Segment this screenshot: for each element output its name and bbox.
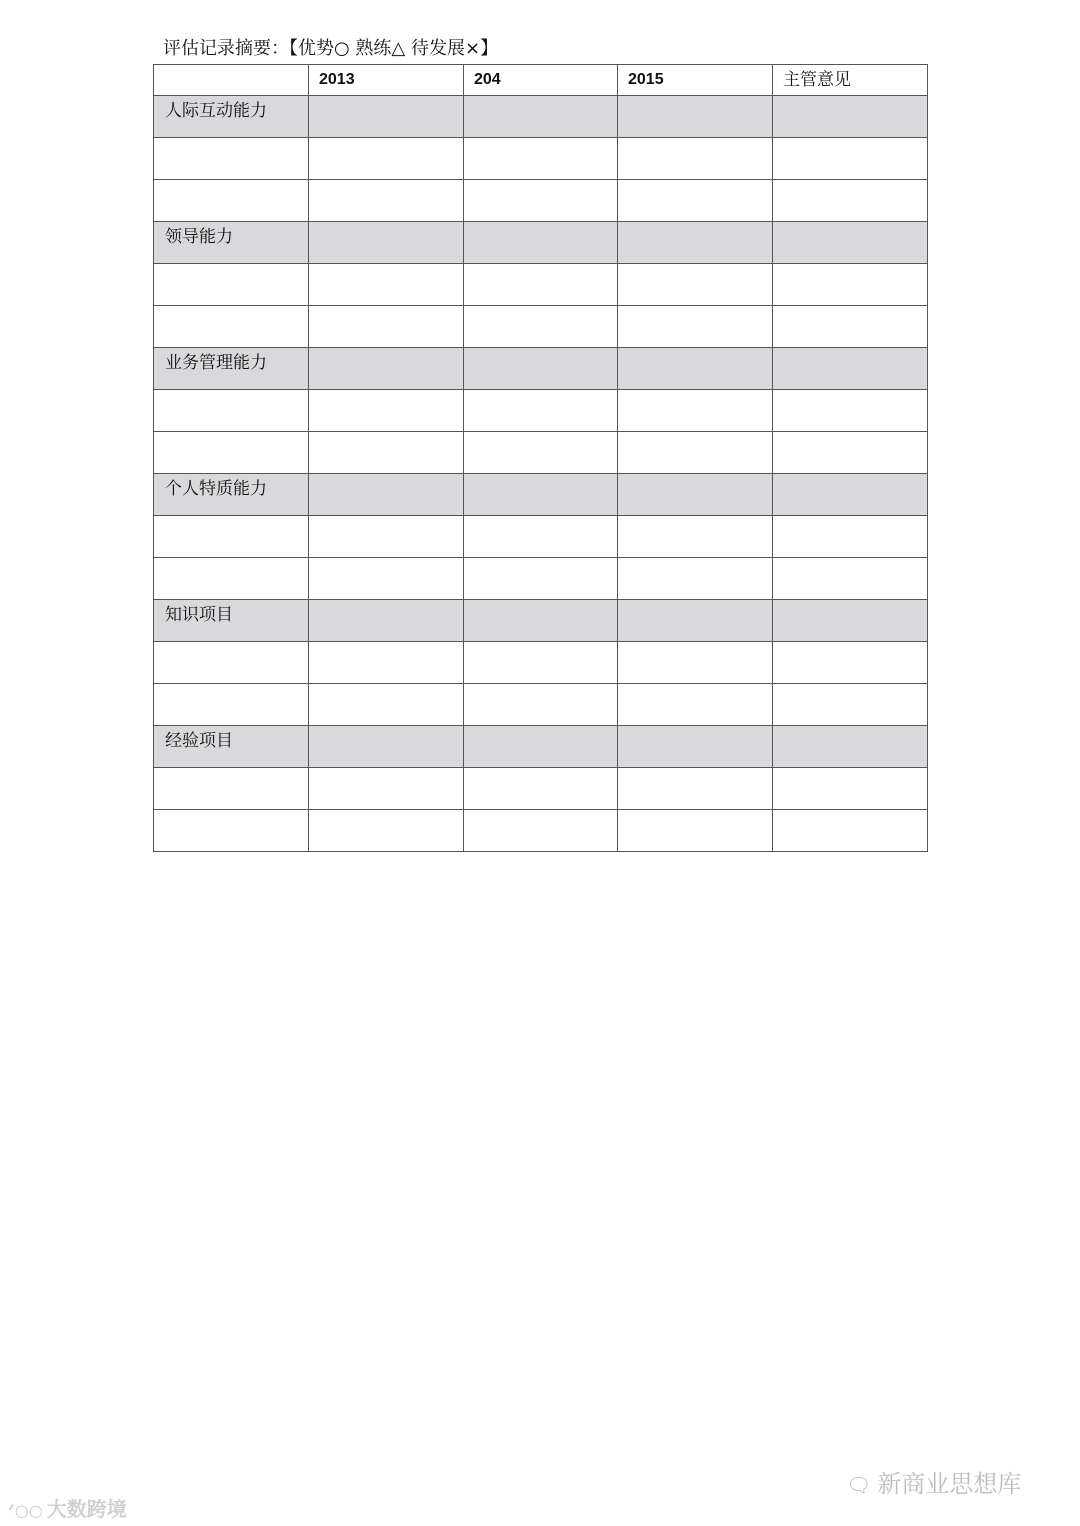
table-cell[interactable] xyxy=(618,558,773,600)
header-year-2013: 2013 xyxy=(309,65,464,96)
table-cell[interactable] xyxy=(618,180,773,222)
table-cell xyxy=(464,222,618,264)
table-cell[interactable] xyxy=(154,642,309,684)
table-row xyxy=(154,642,928,684)
table-cell[interactable] xyxy=(154,306,309,348)
category-cell xyxy=(154,600,309,642)
table-cell xyxy=(309,348,464,390)
table-cell[interactable] xyxy=(618,432,773,474)
table-cell xyxy=(464,726,618,768)
table-cell[interactable] xyxy=(154,390,309,432)
table-cell[interactable] xyxy=(464,264,618,306)
table-cell[interactable] xyxy=(618,642,773,684)
summary-title: 评估记录摘要：【优势○ 熟练△ 待发展×】 xyxy=(163,38,499,59)
table-cell[interactable] xyxy=(154,558,309,600)
category-row xyxy=(154,726,928,768)
evaluation-table xyxy=(153,64,928,852)
table-row xyxy=(154,558,928,600)
category-cell xyxy=(154,96,309,138)
table-row xyxy=(154,138,928,180)
table-cell[interactable] xyxy=(309,810,464,852)
header-year-204: 204 xyxy=(464,65,618,96)
category-row xyxy=(154,348,928,390)
table-cell[interactable] xyxy=(773,306,928,348)
table-cell[interactable] xyxy=(773,558,928,600)
table-cell[interactable] xyxy=(154,768,309,810)
table-cell xyxy=(309,600,464,642)
table-cell[interactable] xyxy=(773,810,928,852)
table-cell xyxy=(309,474,464,516)
table-cell[interactable] xyxy=(464,516,618,558)
table-cell[interactable] xyxy=(618,390,773,432)
watermark-right xyxy=(846,1464,1021,1499)
table-cell[interactable] xyxy=(154,264,309,306)
table-cell[interactable] xyxy=(773,390,928,432)
category-cell xyxy=(154,348,309,390)
table-cell[interactable] xyxy=(618,768,773,810)
table-cell xyxy=(309,222,464,264)
table-cell xyxy=(618,96,773,138)
table-cell[interactable] xyxy=(618,264,773,306)
table-cell xyxy=(773,222,928,264)
table-cell[interactable] xyxy=(309,684,464,726)
table-row xyxy=(154,768,928,810)
table-cell[interactable] xyxy=(773,642,928,684)
table-cell[interactable] xyxy=(309,642,464,684)
table-cell[interactable] xyxy=(309,390,464,432)
wechat-icon: 🗨 xyxy=(846,1473,872,1497)
table-cell[interactable] xyxy=(773,432,928,474)
table-cell[interactable] xyxy=(154,810,309,852)
table-cell[interactable] xyxy=(309,306,464,348)
header-supervisor-opinion: 主管意见 xyxy=(773,65,928,96)
category-row xyxy=(154,600,928,642)
table-cell[interactable] xyxy=(309,264,464,306)
table-cell[interactable] xyxy=(618,138,773,180)
table-cell xyxy=(464,474,618,516)
table-row xyxy=(154,306,928,348)
table-cell[interactable] xyxy=(618,516,773,558)
category-label: 经验项目 xyxy=(165,731,233,751)
table-cell[interactable] xyxy=(154,516,309,558)
table-cell xyxy=(464,96,618,138)
table-row xyxy=(154,264,928,306)
category-label: 人际互动能力 xyxy=(165,101,267,121)
table-cell xyxy=(773,348,928,390)
table-row xyxy=(154,684,928,726)
table-cell xyxy=(618,726,773,768)
table-cell xyxy=(618,222,773,264)
table-cell[interactable] xyxy=(773,516,928,558)
table-cell xyxy=(309,726,464,768)
category-label: 领导能力 xyxy=(165,227,233,247)
header-year-2015: 2015 xyxy=(618,65,773,96)
table-cell[interactable] xyxy=(773,264,928,306)
table-cell[interactable] xyxy=(309,180,464,222)
category-cell xyxy=(154,726,309,768)
watermark-left xyxy=(8,1493,127,1522)
table-row xyxy=(154,810,928,852)
table-cell[interactable] xyxy=(154,180,309,222)
table-cell[interactable] xyxy=(773,138,928,180)
table-cell[interactable] xyxy=(464,810,618,852)
table-cell[interactable] xyxy=(154,138,309,180)
table-cell[interactable] xyxy=(464,432,618,474)
table-row xyxy=(154,516,928,558)
circle-logo-icon: ᐟ○○ xyxy=(8,1501,43,1520)
table-cell xyxy=(618,348,773,390)
table-cell[interactable] xyxy=(309,768,464,810)
category-cell xyxy=(154,474,309,516)
table-cell[interactable] xyxy=(773,768,928,810)
watermark-left-text: 大数跨境 xyxy=(46,1497,127,1521)
table-cell[interactable] xyxy=(464,768,618,810)
table-cell xyxy=(618,600,773,642)
table-cell xyxy=(773,726,928,768)
table-cell[interactable] xyxy=(464,180,618,222)
table-cell xyxy=(773,96,928,138)
watermark-right-text: 新商业思想库 xyxy=(877,1470,1022,1498)
table-cell[interactable] xyxy=(464,684,618,726)
table-cell[interactable] xyxy=(773,684,928,726)
table-cell xyxy=(773,600,928,642)
table-header-row xyxy=(154,65,928,96)
table-cell[interactable] xyxy=(309,516,464,558)
table-cell[interactable] xyxy=(464,306,618,348)
table-cell[interactable] xyxy=(618,810,773,852)
category-cell xyxy=(154,222,309,264)
category-label: 业务管理能力 xyxy=(165,353,267,373)
table-row xyxy=(154,432,928,474)
header-cell-empty xyxy=(154,65,309,96)
table-cell[interactable] xyxy=(618,306,773,348)
category-row xyxy=(154,96,928,138)
category-label: 个人特质能力 xyxy=(165,479,267,499)
table-row xyxy=(154,390,928,432)
table-row xyxy=(154,180,928,222)
table-cell xyxy=(773,474,928,516)
table-cell[interactable] xyxy=(154,684,309,726)
table-cell xyxy=(464,600,618,642)
table-cell[interactable] xyxy=(309,138,464,180)
table-cell[interactable] xyxy=(309,432,464,474)
table-cell xyxy=(309,96,464,138)
category-label: 知识项目 xyxy=(165,605,233,625)
category-row xyxy=(154,474,928,516)
table-cell xyxy=(618,474,773,516)
table-cell[interactable] xyxy=(154,432,309,474)
table-cell[interactable] xyxy=(773,180,928,222)
table-cell[interactable] xyxy=(464,642,618,684)
table-cell xyxy=(464,348,618,390)
table-cell[interactable] xyxy=(309,558,464,600)
table-cell[interactable] xyxy=(464,558,618,600)
table-cell[interactable] xyxy=(618,684,773,726)
category-row xyxy=(154,222,928,264)
table-cell[interactable] xyxy=(464,390,618,432)
table-cell[interactable] xyxy=(464,138,618,180)
